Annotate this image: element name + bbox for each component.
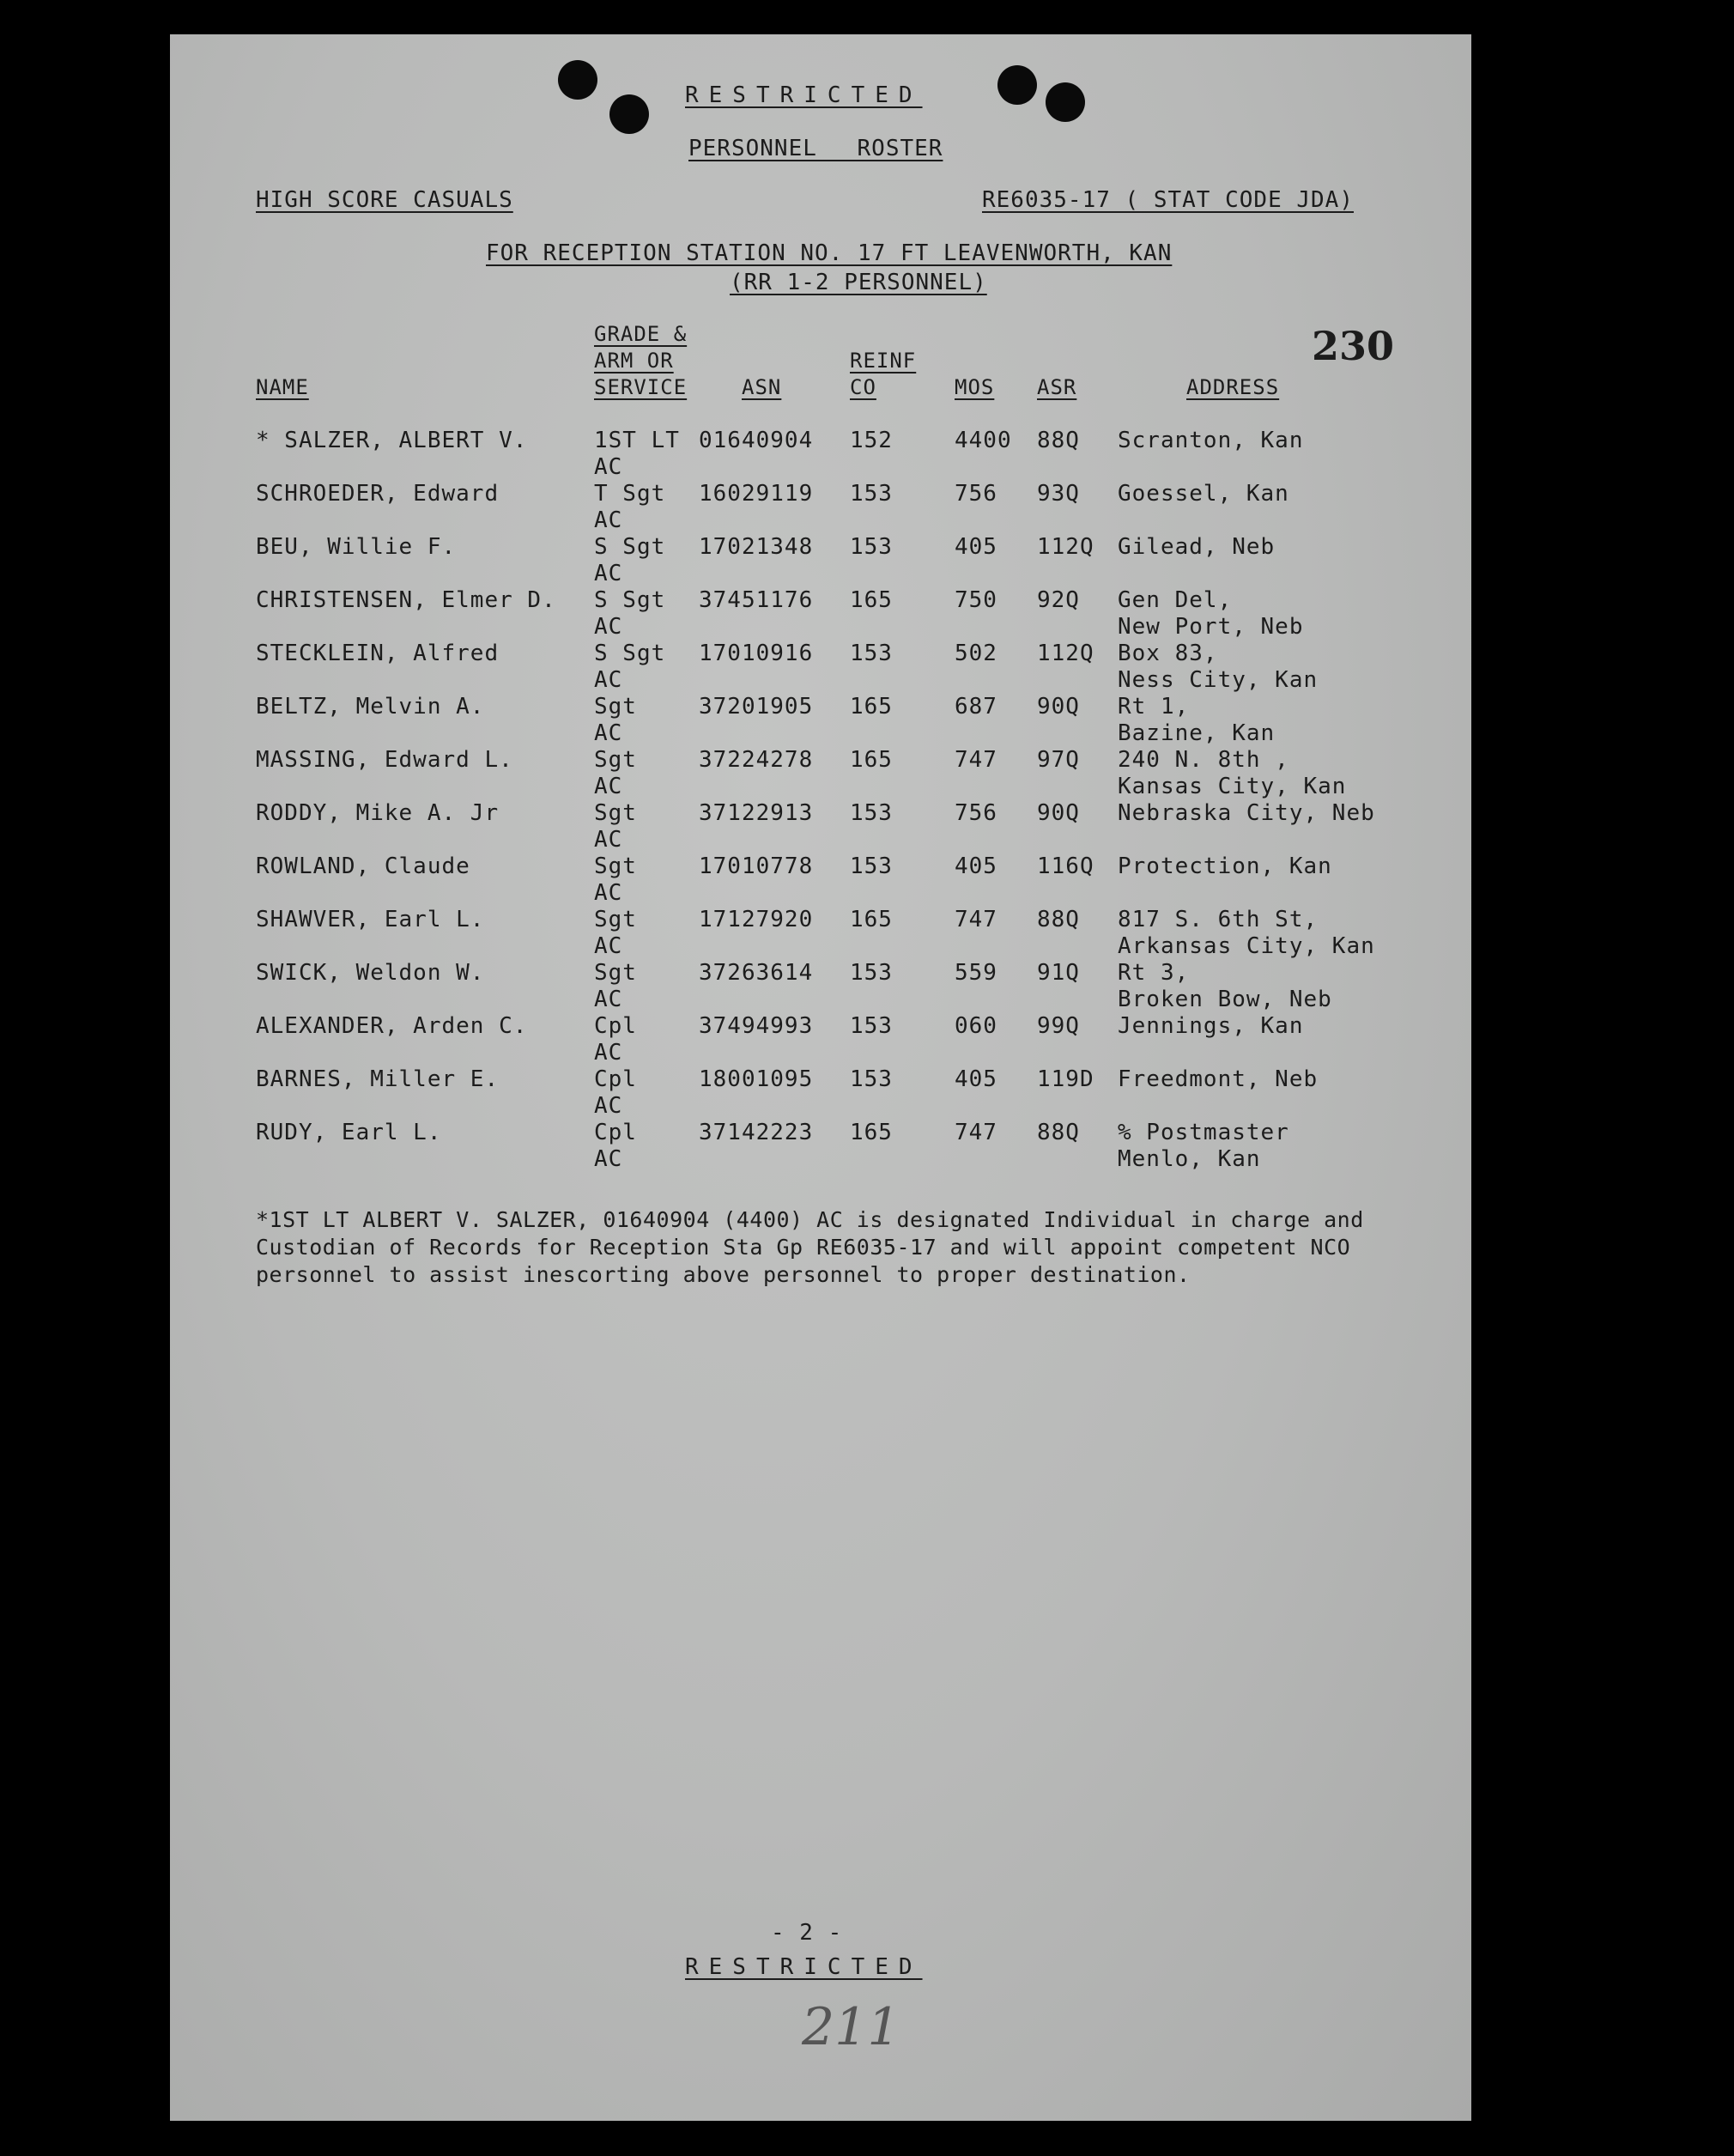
service-value: AC	[594, 774, 623, 799]
reinf-cell: 153	[850, 481, 893, 507]
table-row	[170, 1120, 1471, 1173]
reinf-cell: 153	[850, 1013, 893, 1039]
grade-value: Sgt	[594, 853, 637, 879]
name-cell: CHRISTENSEN, Elmer D.	[256, 587, 556, 613]
handwritten-number: 211	[802, 1997, 900, 2057]
grade-cell	[594, 641, 665, 694]
table-row	[170, 534, 1471, 587]
asr-cell: 92Q	[1037, 587, 1080, 613]
address-line: Kansas City, Kan	[1118, 774, 1347, 799]
address-cell	[1118, 481, 1289, 507]
grade-cell	[594, 694, 637, 747]
asn-cell: 17021348	[699, 534, 814, 560]
name-cell: SHAWVER, Earl L.	[256, 907, 485, 932]
name-cell: SCHROEDER, Edward	[256, 481, 500, 507]
address-line: 817 S. 6th St,	[1118, 907, 1319, 932]
table-row	[170, 481, 1471, 534]
asn-cell: 37122913	[699, 800, 814, 826]
address-line: Freedmont, Neb	[1118, 1066, 1319, 1092]
grade-value: Sgt	[594, 747, 637, 773]
address-line: Bazine, Kan	[1118, 720, 1276, 746]
asn-cell: 37451176	[699, 587, 814, 613]
column-header-name: NAME	[256, 375, 309, 399]
grade-cell	[594, 960, 637, 1013]
reinf-cell: 165	[850, 694, 893, 720]
column-header-mos: MOS	[955, 375, 995, 399]
document-page	[170, 34, 1471, 2121]
address-cell	[1118, 747, 1346, 800]
table-row	[170, 641, 1471, 694]
service-value: AC	[594, 1146, 623, 1172]
asn-cell: 16029119	[699, 481, 814, 507]
asn-cell: 37224278	[699, 747, 814, 773]
table-row	[170, 907, 1471, 960]
asr-cell: 91Q	[1037, 960, 1080, 986]
service-value: AC	[594, 1040, 623, 1066]
grade-cell	[594, 747, 637, 800]
address-line: Broken Bow, Neb	[1118, 987, 1332, 1012]
destination-line: FOR RECEPTION STATION NO. 17 FT LEAVENWORTH, KAN	[486, 240, 1173, 266]
asn-cell: 37494993	[699, 1013, 814, 1039]
grade-cell	[594, 853, 637, 907]
service-value: AC	[594, 720, 623, 746]
reinf-cell: 165	[850, 907, 893, 932]
grade-cell	[594, 428, 680, 481]
asn-cell: 18001095	[699, 1066, 814, 1092]
mos-cell: 747	[955, 907, 997, 932]
service-value: AC	[594, 1093, 623, 1119]
address-line: Gen Del,	[1118, 587, 1233, 613]
asn-cell: 01640904	[699, 428, 814, 453]
address-cell	[1118, 1013, 1304, 1040]
mos-cell: 405	[955, 853, 997, 879]
reinf-cell: 165	[850, 747, 893, 773]
column-header-asr: ASR	[1037, 375, 1077, 399]
service-value: AC	[594, 827, 623, 853]
reinf-cell: 153	[850, 641, 893, 666]
table-row	[170, 587, 1471, 641]
service-value: AC	[594, 454, 623, 480]
grade-cell	[594, 1120, 637, 1173]
name-cell: ALEXANDER, Arden C.	[256, 1013, 528, 1039]
mos-cell: 756	[955, 800, 997, 826]
group-name: HIGH SCORE CASUALS	[256, 187, 513, 213]
table-row	[170, 694, 1471, 747]
mos-cell: 405	[955, 534, 997, 560]
service-value: AC	[594, 933, 623, 959]
table-row	[170, 428, 1471, 481]
address-line: Arkansas City, Kan	[1118, 933, 1375, 959]
name-cell: STECKLEIN, Alfred	[256, 641, 500, 666]
address-line: Rt 1,	[1118, 694, 1190, 720]
grade-value: Sgt	[594, 960, 637, 986]
mos-cell: 405	[955, 1066, 997, 1092]
mos-cell: 559	[955, 960, 997, 986]
address-line: New Port, Neb	[1118, 614, 1304, 640]
address-cell	[1118, 960, 1332, 1013]
column-header-asn: ASN	[742, 375, 782, 399]
asr-cell: 88Q	[1037, 1120, 1080, 1145]
address-line: Scranton, Kan	[1118, 428, 1304, 453]
grade-value: Sgt	[594, 694, 637, 720]
asr-cell: 97Q	[1037, 747, 1080, 773]
document-title: PERSONNEL ROSTER	[688, 136, 943, 161]
name-cell: * SALZER, ALBERT V.	[256, 428, 528, 453]
reinf-cell: 165	[850, 587, 893, 613]
mos-cell: 747	[955, 1120, 997, 1145]
address-line: Ness City, Kan	[1118, 667, 1319, 693]
footnote-paragraph: *1ST LT ALBERT V. SALZER, 01640904 (4400) AC is designated Individual in charge and Custodian of Records for Reception Sta Gp RE6035-17 and will appoint competent NCO personnel to assist inescorting above personnel to proper destination.	[256, 1207, 1364, 1287]
punch-hole	[609, 94, 649, 134]
page-number: - 2 -	[771, 1920, 843, 1946]
asr-cell: 88Q	[1037, 907, 1080, 932]
name-cell: SWICK, Weldon W.	[256, 960, 485, 986]
column-header-grade: GRADE & ARM OR SERVICE	[594, 322, 688, 399]
mos-cell: 060	[955, 1013, 997, 1039]
name-cell: RODDY, Mike A. Jr	[256, 800, 500, 826]
asn-cell: 17010778	[699, 853, 814, 879]
column-header-address: ADDRESS	[1186, 375, 1280, 399]
mos-cell: 502	[955, 641, 997, 666]
service-value: AC	[594, 880, 623, 906]
reinf-cell: 153	[850, 960, 893, 986]
service-value: AC	[594, 987, 623, 1012]
name-cell: BELTZ, Melvin A.	[256, 694, 485, 720]
table-row	[170, 1066, 1471, 1120]
grade-value: 1ST LT	[594, 428, 680, 453]
name-cell: BARNES, Miller E.	[256, 1066, 500, 1092]
asn-cell: 37201905	[699, 694, 814, 720]
asr-cell: 99Q	[1037, 1013, 1080, 1039]
address-line: 240 N. 8th ,	[1118, 747, 1289, 773]
grade-cell	[594, 1013, 637, 1066]
address-line: Rt 3,	[1118, 960, 1190, 986]
classification-top: RESTRICTED	[685, 82, 923, 108]
grade-value: Sgt	[594, 800, 637, 826]
table-row	[170, 747, 1471, 800]
group-code: RE6035-17 ( STAT CODE JDA)	[982, 187, 1354, 213]
grade-cell	[594, 481, 665, 534]
asn-cell: 37142223	[699, 1120, 814, 1145]
reinf-cell: 153	[850, 534, 893, 560]
grade-value: Sgt	[594, 907, 637, 932]
punch-hole	[1046, 82, 1085, 122]
address-line: % Postmaster	[1118, 1120, 1289, 1145]
service-value: AC	[594, 667, 623, 693]
mos-cell: 4400	[955, 428, 1012, 453]
page-stamp: 230	[1312, 323, 1395, 369]
asr-cell: 112Q	[1037, 534, 1094, 560]
address-cell	[1118, 1066, 1318, 1093]
address-line: Gilead, Neb	[1118, 534, 1276, 560]
grade-cell	[594, 907, 637, 960]
address-line: Nebraska City, Neb	[1118, 800, 1375, 826]
asr-cell: 119D	[1037, 1066, 1094, 1092]
punch-hole	[997, 65, 1037, 105]
address-cell	[1118, 1120, 1289, 1173]
address-line: Box 83,	[1118, 641, 1218, 666]
table-row	[170, 960, 1471, 1013]
asr-cell: 116Q	[1037, 853, 1094, 879]
table-row	[170, 800, 1471, 853]
address-cell	[1118, 694, 1275, 747]
mos-cell: 747	[955, 747, 997, 773]
reinf-cell: 153	[850, 1066, 893, 1092]
address-cell	[1118, 641, 1318, 694]
asn-cell: 37263614	[699, 960, 814, 986]
grade-cell	[594, 534, 665, 587]
service-value: AC	[594, 561, 623, 586]
reinf-cell: 152	[850, 428, 893, 453]
service-value: AC	[594, 507, 623, 533]
grade-value: Cpl	[594, 1120, 637, 1145]
address-cell	[1118, 587, 1304, 641]
table-row	[170, 853, 1471, 907]
reinf-cell: 153	[850, 853, 893, 879]
address-line: Jennings, Kan	[1118, 1013, 1304, 1039]
asr-cell: 90Q	[1037, 694, 1080, 720]
reinf-cell: 165	[850, 1120, 893, 1145]
table-row	[170, 1013, 1471, 1066]
address-cell	[1118, 800, 1375, 827]
asr-cell: 112Q	[1037, 641, 1094, 666]
grade-cell	[594, 587, 665, 641]
grade-value: Cpl	[594, 1013, 637, 1039]
name-cell: ROWLAND, Claude	[256, 853, 470, 879]
grade-value: Cpl	[594, 1066, 637, 1092]
mos-cell: 750	[955, 587, 997, 613]
address-cell	[1118, 534, 1275, 561]
mos-cell: 756	[955, 481, 997, 507]
name-cell: BEU, Willie F.	[256, 534, 457, 560]
asr-cell: 88Q	[1037, 428, 1080, 453]
grade-value: T Sgt	[594, 481, 666, 507]
address-line: Protection, Kan	[1118, 853, 1332, 879]
address-cell	[1118, 907, 1375, 960]
column-header-reinf: REINF CO	[850, 349, 917, 399]
name-cell: RUDY, Earl L.	[256, 1120, 442, 1145]
address-line: Goessel, Kan	[1118, 481, 1289, 507]
grade-cell	[594, 800, 637, 853]
reinf-cell: 153	[850, 800, 893, 826]
asn-cell: 17127920	[699, 907, 814, 932]
name-cell: MASSING, Edward L.	[256, 747, 513, 773]
punch-hole	[558, 60, 597, 100]
address-cell	[1118, 428, 1304, 454]
mos-cell: 687	[955, 694, 997, 720]
grade-value: S Sgt	[594, 587, 666, 613]
asn-cell: 17010916	[699, 641, 814, 666]
grade-cell	[594, 1066, 637, 1120]
grade-value: S Sgt	[594, 641, 666, 666]
asr-cell: 93Q	[1037, 481, 1080, 507]
address-line: Menlo, Kan	[1118, 1146, 1261, 1172]
classification-bottom: RESTRICTED	[685, 1954, 923, 1980]
address-cell	[1118, 853, 1332, 880]
asr-cell: 90Q	[1037, 800, 1080, 826]
sub-line: (RR 1-2 PERSONNEL)	[730, 270, 987, 295]
grade-value: S Sgt	[594, 534, 666, 560]
service-value: AC	[594, 614, 623, 640]
